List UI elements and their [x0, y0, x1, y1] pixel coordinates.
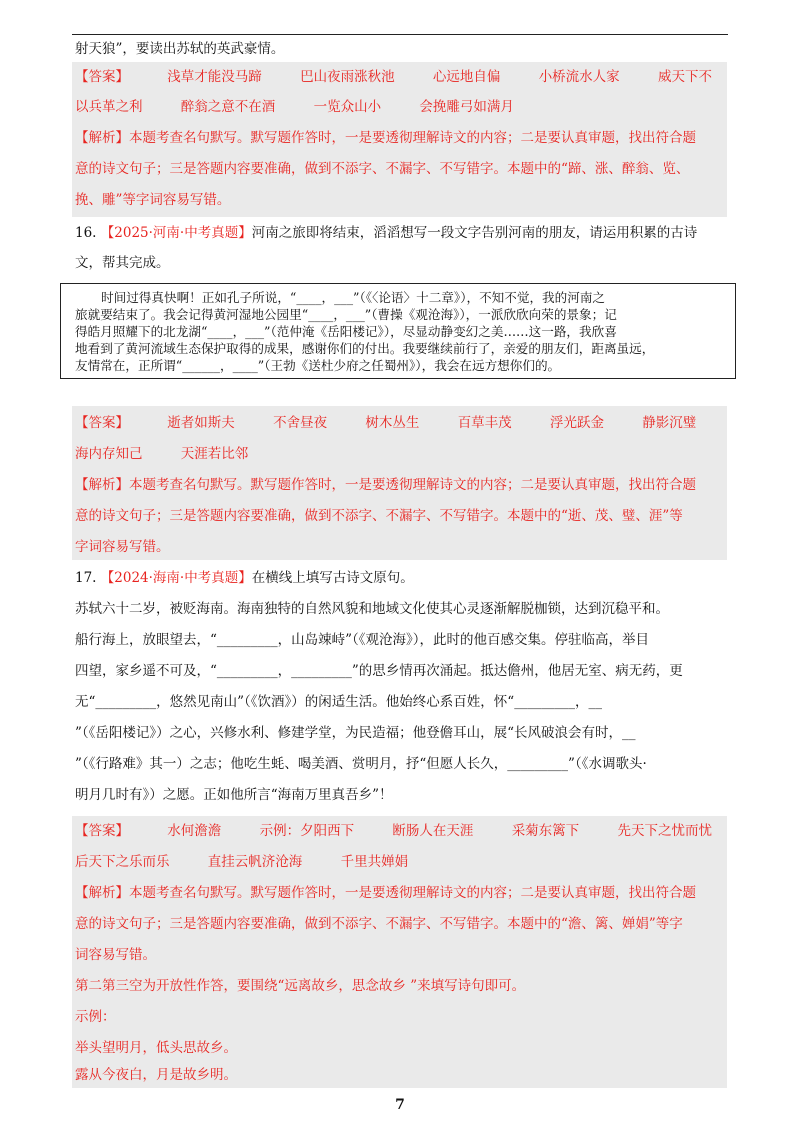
answer-item: 树木丛生	[365, 415, 420, 431]
q17-body-line: ”（《行路难》其一）之志；他吃生蚝、喝美酒、赏明月，抒“但愿人长久，_________”（《水调歌头·	[75, 756, 647, 772]
answer-item: 百草丰茂	[457, 415, 512, 431]
answer-item: 海内存知己	[75, 446, 143, 462]
q17-analysis-line3: 词容易写错。	[75, 947, 156, 963]
q17-prompt: 在横线上填写古诗文原句。	[251, 570, 414, 586]
answer-label: 【答案】	[75, 823, 129, 839]
prev-tail: 射天狼”，要读出苏轼的英武豪情。	[75, 41, 285, 57]
passage-line: 友情常在，正所谓“______，____”（王勃《送杜少府之任蜀州》），我会在远方想你们的。	[75, 358, 561, 373]
answer-item: 静影沉璧	[642, 415, 697, 431]
answer-item: 断肠人在天涯	[392, 823, 474, 839]
q17-extra-line: 第二第三空为开放性作答，要围绕“远离故乡，思念故乡 ”来填写诗句即可。	[75, 978, 526, 994]
passage-line: 时间过得真快啊！正如孔子所说，“____，___”（《〈论语〉十二章》），不知不觉，我的河南之	[101, 290, 606, 305]
answer-item: 逝者如斯夫	[167, 415, 235, 431]
answer-item: 威天下不	[657, 69, 712, 85]
q16-prompt: 河南之旅即将结束，滔滔想写一段文字告别河南的朋友，请运用积累的古诗	[251, 225, 698, 241]
q16-prompt-line1	[75, 224, 725, 242]
q17-prompt-line	[75, 569, 725, 587]
prev-analysis-line2: 意的诗文句子；三是答题内容要准确，做到不添字、不漏字、不写错字。本题中的“蹄、涨、醉翁、览、	[75, 161, 690, 177]
q16-prompt-line2: 文，帮其完成。	[75, 255, 170, 271]
q16-source: 【2025·河南·中考真题】	[100, 225, 252, 241]
q17-source: 【2024·海南·中考真题】	[100, 570, 252, 586]
q17-analysis-line2: 意的诗文句子；三是答题内容要准确，做到不添字、不漏字、不写错字。本题中的“澹、篱、婵娟”等字	[75, 916, 683, 932]
answer-item: 水何澹澹	[167, 823, 222, 839]
answer-item: 先天下之忧而忧	[617, 823, 712, 839]
q16-analysis-line2: 意的诗文句子；三是答题内容要准确，做到不添字、不漏字、不写错字。本题中的“逝、茂、璧、涯”等	[75, 508, 683, 524]
answer-item: 一览众山小	[313, 99, 382, 115]
answer-item: 会挽雕弓如满月	[419, 99, 514, 115]
answer-item: 以兵革之利	[75, 99, 143, 115]
analysis-label: 【解析】	[75, 885, 129, 901]
answer-item: 巴山夜雨涨秋池	[300, 69, 395, 85]
passage-line: 得皓月照耀下的北龙湖“____，___”（范仲淹《岳阳楼记》），尽显动静变幻之美……这一路，我欣喜	[75, 324, 617, 339]
answer-item: 不舍昼夜	[273, 415, 328, 431]
header-rule	[72, 34, 728, 35]
analysis-text: 本题考查名句默写。默写题作答时，一是要透彻理解诗文的内容；二是要认真审题，找出符合题	[129, 477, 696, 493]
q17-body-line: 船行海上，放眼望去，“_________，山岛竦峙”（《观沧海》），此时的他百感交集。停驻临高，举目	[75, 632, 650, 648]
analysis-text: 本题考查名句默写。默写题作答时，一是要透彻理解诗文的内容；二是要认真审题，找出符合题	[129, 130, 696, 146]
q17-body-line: 明月几时有》）之愿。正如他所言“海南万里真吾乡”！	[75, 787, 393, 803]
q17-body-line: 无“_________，悠然见南山”（《饮酒》）的闲适生活。他始终心系百姓，怀“_________，__	[75, 694, 602, 710]
answer-label: 【答案】	[75, 415, 129, 431]
q16-passage-box	[60, 283, 736, 379]
answer-item: 后天下之乐而乐	[75, 854, 170, 870]
answer-item: 浅草才能没马蹄	[167, 69, 262, 85]
q17-body-line: 四望，家乡遥不可及，“_________，_________”的思乡情再次涌起。抵达儋州，他居无室、病无药，更	[75, 663, 683, 679]
q16-analysis-line3: 字词容易写错。	[75, 539, 170, 555]
answer-item: 直挂云帆济沧海	[207, 854, 303, 870]
answer-item: 浮光跃金	[549, 415, 604, 431]
q17-extra-line: 示例：	[75, 1009, 116, 1025]
prev-answer-line1	[75, 68, 725, 86]
q16-analysis-line1	[75, 476, 725, 494]
passage-line: 旅就要结束了。我会记得黄河湿地公园里“____，___”（曹操《观沧海》），一派欣欣向荣的景象；记	[75, 307, 617, 322]
answer-item: 天涯若比邻	[180, 446, 249, 462]
q17-body-line: 苏轼六十二岁，被贬海南。海南独特的自然风貌和地域文化使其心灵逐渐解脱枷锁，达到沉稳平和。	[75, 601, 669, 617]
answer-item: 心远地自偏	[432, 69, 501, 85]
q17-number: 17.	[75, 570, 97, 586]
analysis-label: 【解析】	[75, 477, 129, 493]
answer-item: 醉翁之意不在酒	[180, 99, 276, 115]
q17-extra-line: 露从今夜白，月是故乡明。	[75, 1067, 237, 1083]
answer-item: 采菊东篱下	[511, 823, 580, 839]
q17-answer-line1	[75, 822, 725, 840]
q17-analysis-line1	[75, 884, 725, 902]
q16-number: 16.	[75, 225, 97, 241]
q17-extra-line: 举头望明月，低头思故乡。	[75, 1040, 237, 1056]
analysis-text: 本题考查名句默写。默写题作答时，一是要透彻理解诗文的内容；二是要认真审题，找出符合题	[129, 885, 696, 901]
passage-line: 地看到了黄河流域生态保护取得的成果，感谢你们的付出。我要继续前行了，亲爱的朋友们，距离虽远，	[75, 341, 655, 356]
q16-answer-line1	[75, 414, 725, 432]
answer-label: 【答案】	[75, 69, 129, 85]
answer-item: 千里共婵娟	[340, 854, 409, 870]
q16-answer-line2	[75, 445, 725, 463]
prev-analysis-line3: 挽、雕”等字词容易写错。	[75, 192, 231, 208]
q17-answer-line2	[75, 853, 725, 871]
answer-item: 小桥流水人家	[538, 69, 620, 85]
prev-analysis-line1	[75, 129, 725, 147]
q17-body-line: ”（《岳阳楼记》）之心，兴修水利、修建学堂，为民造福；他登儋耳山，展“长风破浪会有时，__	[75, 725, 636, 741]
prev-answer-line2	[75, 98, 725, 116]
page-number: 7	[395, 1097, 405, 1113]
answer-item: 示例：夕阳西下	[259, 823, 355, 839]
analysis-label: 【解析】	[75, 130, 129, 146]
